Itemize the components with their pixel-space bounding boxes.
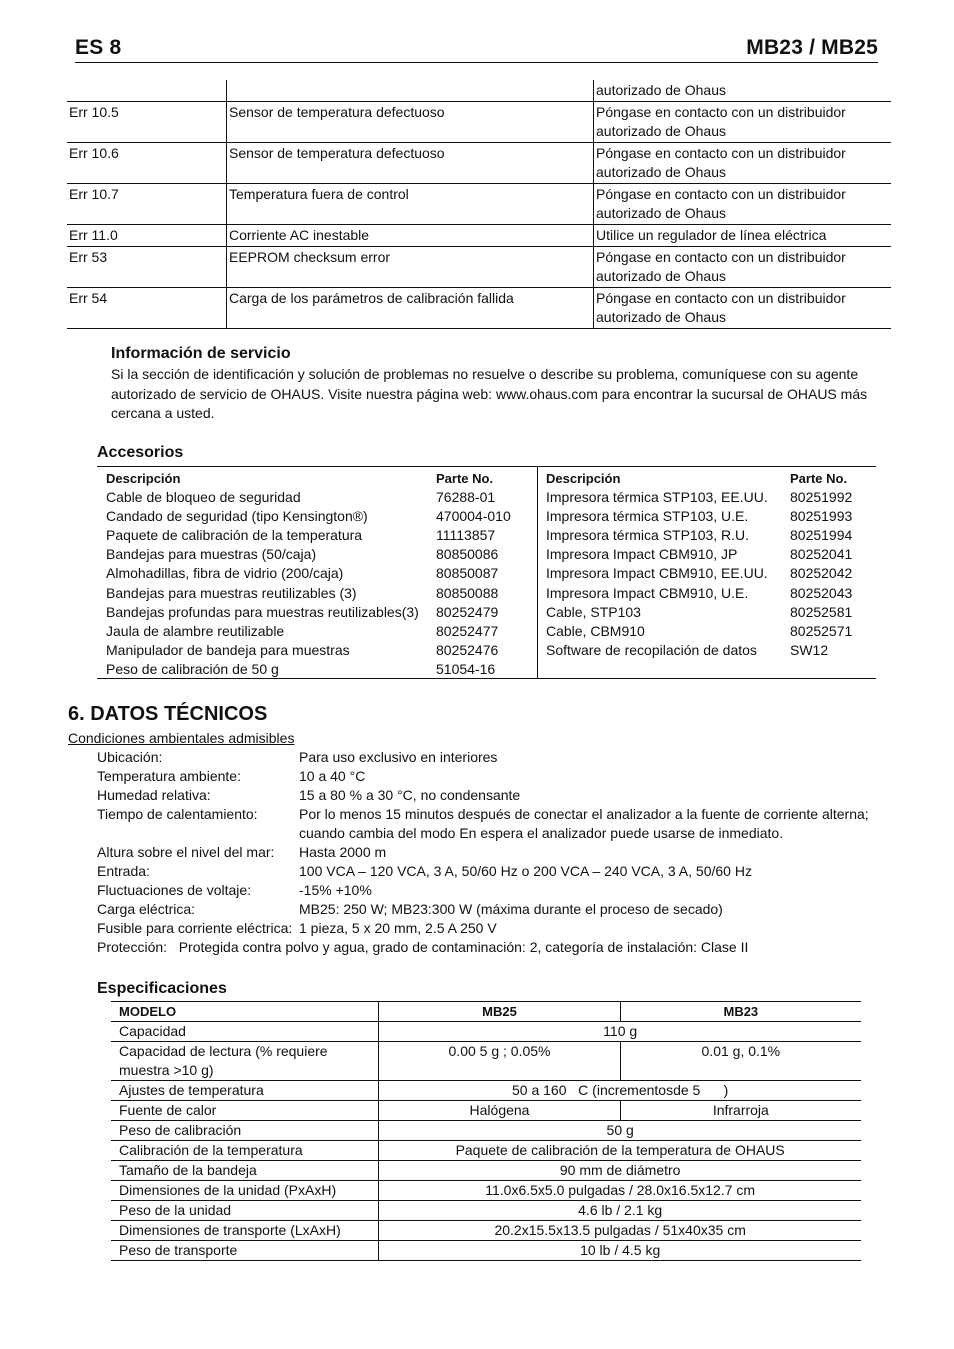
accessory-part-no: 470004-010 [436, 508, 511, 525]
accessory-part-no: 80252477 [436, 622, 499, 639]
header-part-no: Parte No. [790, 471, 848, 486]
spec-value: 50 a 160 C (incrementosde 5 ) [379, 1081, 861, 1101]
spec-value: 50 g [379, 1121, 861, 1141]
accessory-part-no: 80251992 [790, 489, 853, 506]
accessory-description: Cable, CBM910 [546, 622, 645, 639]
condition-value: Hasta 2000 m [299, 844, 387, 860]
error-row [67, 184, 891, 225]
accessory-part-no: SW12 [790, 641, 829, 658]
error-code: Err 10.7 [67, 184, 227, 225]
spec-row [111, 1161, 861, 1181]
accessory-item [106, 603, 531, 622]
accessory-part-no: 76288-01 [436, 489, 496, 506]
condition-label: Temperatura ambiente: [97, 768, 241, 784]
header-description: Descripción [106, 471, 181, 486]
error-action: autorizado de Ohaus [594, 80, 892, 102]
accessory-part-no: 80252041 [790, 546, 853, 563]
error-description: Carga de los parámetros de calibración fallida [227, 288, 594, 329]
accessory-description: Paquete de calibración de la temperatura [106, 527, 363, 544]
accessory-item [106, 622, 531, 641]
service-title: Información de servicio [111, 345, 291, 362]
spec-row [111, 1201, 861, 1221]
accessory-part-no: 80850087 [436, 565, 499, 582]
spec-label: Calibración de la temperatura [111, 1141, 379, 1161]
accessory-item [546, 603, 876, 622]
condition-value: MB25: 250 W; MB23:300 W (máxima durante el proceso de secado) [299, 901, 723, 917]
condition-row [97, 862, 887, 881]
header-model: MODELO [111, 1002, 379, 1022]
accessory-description: Bandejas para muestras reutilizables (3) [106, 584, 357, 601]
condition-value: 1 pieza, 5 x 20 mm, 2.5 A 250 V [299, 920, 497, 936]
accessory-item [106, 507, 531, 526]
accessory-part-no: 80850086 [436, 546, 499, 563]
accessory-part-no: 51054-16 [436, 660, 496, 677]
condition-label: Fluctuaciones de voltaje: [97, 882, 252, 898]
accessory-part-no: 80252581 [790, 603, 853, 620]
condition-label: Ubicación: [97, 749, 163, 765]
accessory-item [546, 584, 876, 603]
error-row [67, 288, 891, 329]
accessory-part-no: 80252476 [436, 641, 499, 658]
accessory-item [106, 641, 531, 660]
spec-label: Ajustes de temperatura [111, 1081, 379, 1101]
error-row [67, 225, 891, 247]
spec-value: 10 lb / 4.5 kg [379, 1241, 861, 1261]
accessory-part-no: 80252042 [790, 565, 853, 582]
spec-value: 20.2x15.5x13.5 pulgadas / 51x40x35 cm [379, 1221, 861, 1241]
accessory-description: Manipulador de bandeja para muestras [106, 641, 350, 658]
spec-label: Peso de transporte [111, 1241, 379, 1261]
error-code: Err 11.0 [67, 225, 227, 247]
accessory-description: Impresora térmica STP103, EE.UU. [546, 489, 768, 506]
spec-value-mb25: 0.00 5 g ; 0.05% [379, 1042, 620, 1081]
spec-value: 90 mm de diámetro [379, 1161, 861, 1181]
condition-value: Para uso exclusivo en interiores [299, 749, 498, 765]
accessory-item [546, 641, 876, 660]
accessory-item [106, 488, 531, 507]
accessory-item [546, 507, 876, 526]
spec-row [111, 1121, 861, 1141]
error-code: Err 53 [67, 247, 227, 288]
accessory-item [546, 545, 876, 564]
spec-value: 110 g [379, 1022, 861, 1042]
spec-value: 11.0x6.5x5.0 pulgadas / 28.0x16.5x12.7 cm [379, 1181, 861, 1201]
header-part-no: Parte No. [436, 471, 494, 486]
accessory-item [546, 526, 876, 545]
spec-row [111, 1042, 861, 1081]
spec-value-mb23: Infrarroja [620, 1101, 861, 1121]
accessory-part-no: 80251993 [790, 508, 853, 525]
error-action: Póngase en contacto con un distribuidor autorizado de Ohaus [594, 102, 892, 143]
spec-label: Tamaño de la bandeja [111, 1161, 379, 1181]
spec-row [111, 1241, 861, 1261]
condition-row [97, 767, 887, 786]
spec-label: Capacidad de lectura (% requiere muestra >10 g) [111, 1042, 379, 1081]
accessory-description: Cable de bloqueo de seguridad [106, 489, 301, 506]
error-row [67, 143, 891, 184]
accessories-title: Accesorios [97, 444, 184, 461]
accessory-description: Cable, STP103 [546, 603, 641, 620]
spec-row [111, 1181, 861, 1201]
accessory-item [106, 545, 531, 564]
spec-label: Fuente de calor [111, 1101, 379, 1121]
accessory-description: Bandejas para muestras (50/caja) [106, 546, 317, 563]
condition-row [97, 881, 887, 900]
condition-row [97, 843, 887, 862]
page-number: ES 8 [75, 36, 122, 59]
page-header [75, 36, 878, 63]
error-action: Póngase en contacto con un distribuidor autorizado de Ohaus [594, 184, 892, 225]
header-description: Descripción [546, 471, 621, 486]
condition-label: Tiempo de calentamiento: [97, 806, 258, 822]
error-table [67, 80, 891, 329]
condition-row [97, 900, 887, 919]
specs-title: Especificaciones [97, 980, 227, 997]
condition-label: Entrada: [97, 863, 150, 879]
error-code [67, 80, 227, 102]
accessory-part-no: 80252479 [436, 603, 499, 620]
error-description: Sensor de temperatura defectuoso [227, 143, 594, 184]
error-description: EEPROM checksum error [227, 247, 594, 288]
spec-value-mb23: 0.01 g, 0.1% [620, 1042, 861, 1081]
accessories-table [97, 466, 876, 679]
spec-value: 4.6 lb / 2.1 kg [379, 1201, 861, 1221]
accessory-part-no: 80850088 [436, 584, 499, 601]
header-mb25: MB25 [379, 1002, 620, 1022]
condition-label: Altura sobre el nivel del mar: [97, 844, 275, 860]
condition-value: -15% +10% [299, 882, 372, 898]
error-description [227, 80, 594, 102]
accessory-item [106, 526, 531, 545]
conditions-list [97, 748, 887, 957]
accessory-item [546, 488, 876, 507]
condition-row [97, 748, 887, 767]
accessories-left-column [106, 469, 531, 679]
spec-label: Peso de la unidad [111, 1201, 379, 1221]
condition-label: Humedad relativa: [97, 787, 211, 803]
model-title: MB23 / MB25 [746, 36, 878, 59]
header-mb23: MB23 [620, 1002, 861, 1022]
accessory-part-no: 11113857 [436, 527, 496, 544]
accessory-description: Impresora Impact CBM910, U.E. [546, 584, 749, 601]
accessories-header [106, 469, 531, 488]
condition-row [97, 805, 887, 843]
accessory-description: Impresora Impact CBM910, EE.UU. [546, 565, 768, 582]
spec-row [111, 1101, 861, 1121]
error-code: Err 10.5 [67, 102, 227, 143]
accessory-description: Bandejas profundas para muestras reutilizables(3) [106, 603, 419, 620]
accessory-description: Peso de calibración de 50 g [106, 660, 279, 677]
accessory-description: Impresora térmica STP103, R.U. [546, 527, 750, 544]
error-row [67, 247, 891, 288]
protection-row: Protección: Protegida contra polvo y agua, grado de contaminación: 2, categoría de instalación: Clase II [97, 939, 749, 955]
condition-value: 100 VCA – 120 VCA, 3 A, 50/60 Hz o 200 VCA – 240 VCA, 3 A, 50/60 Hz [299, 863, 752, 879]
spec-row [111, 1081, 861, 1101]
accessory-description: Candado de seguridad (tipo Kensington®) [106, 508, 368, 525]
error-action: Póngase en contacto con un distribuidor autorizado de Ohaus [594, 288, 892, 329]
spec-value: Paquete de calibración de la temperatura de OHAUS [379, 1141, 861, 1161]
condition-label: Carga eléctrica: [97, 901, 196, 917]
accessory-part-no: 80252043 [790, 584, 853, 601]
accessory-part-no: 80252571 [790, 622, 853, 639]
column-divider [537, 467, 538, 678]
specs-header-row [111, 1002, 861, 1022]
error-row [67, 102, 891, 143]
service-text: Si la sección de identificación y solución de problemas no resuelve o describe su problema, comuníquese con su agente autorizado de servicio de OHAUS. Visite nuestra página web: www.ohaus.com para encontrar la sucursal de OHAUS más cercana a usted. [111, 366, 868, 421]
spec-row [111, 1022, 861, 1042]
accessories-header [546, 469, 876, 488]
accessory-description: Software de recopilación de datos [546, 641, 757, 658]
condition-row [97, 919, 887, 938]
spec-label: Peso de calibración [111, 1121, 379, 1141]
error-code: Err 10.6 [67, 143, 227, 184]
condition-value: 10 a 40 °C [299, 768, 366, 784]
accessory-item [106, 564, 531, 583]
accessory-description: Almohadillas, fibra de vidrio (200/caja) [106, 565, 344, 582]
accessory-item [106, 584, 531, 603]
condition-value: Por lo menos 15 minutos después de conectar el analizador a la fuente de corriente alterna; cuando cambia del modo En espera el analizador puede usarse de inmediato. [299, 806, 869, 841]
spec-row [111, 1141, 861, 1161]
section-title: 6. DATOS TÉCNICOS [68, 703, 268, 725]
spec-value-mb25: Halógena [379, 1101, 620, 1121]
error-code: Err 54 [67, 288, 227, 329]
accessory-description: Impresora térmica STP103, U.E. [546, 508, 749, 525]
spec-label: Capacidad [111, 1022, 379, 1042]
error-description: Corriente AC inestable [227, 225, 594, 247]
accessory-item [106, 660, 531, 679]
specs-table [111, 1001, 861, 1261]
accessory-description: Jaula de alambre reutilizable [106, 622, 285, 639]
conditions-title: Condiciones ambientales admisibles [68, 730, 295, 746]
condition-value: 15 a 80 % a 30 °C, no condensante [299, 787, 521, 803]
error-action: Utilice un regulador de línea eléctrica [594, 225, 892, 247]
error-action: Póngase en contacto con un distribuidor autorizado de Ohaus [594, 143, 892, 184]
error-action: Póngase en contacto con un distribuidor autorizado de Ohaus [594, 247, 892, 288]
accessory-part-no: 80251994 [790, 527, 853, 544]
accessory-description: Impresora Impact CBM910, JP [546, 546, 738, 563]
error-description: Temperatura fuera de control [227, 184, 594, 225]
error-description: Sensor de temperatura defectuoso [227, 102, 594, 143]
accessories-right-column [546, 469, 876, 660]
accessory-item [546, 622, 876, 641]
spec-label: Dimensiones de transporte (LxAxH) [111, 1221, 379, 1241]
error-row [67, 80, 891, 102]
accessory-item [546, 564, 876, 583]
spec-label: Dimensiones de la unidad (PxAxH) [111, 1181, 379, 1201]
condition-label: Fusible para corriente eléctrica: [97, 920, 293, 936]
spec-row [111, 1221, 861, 1241]
condition-row [97, 786, 887, 805]
